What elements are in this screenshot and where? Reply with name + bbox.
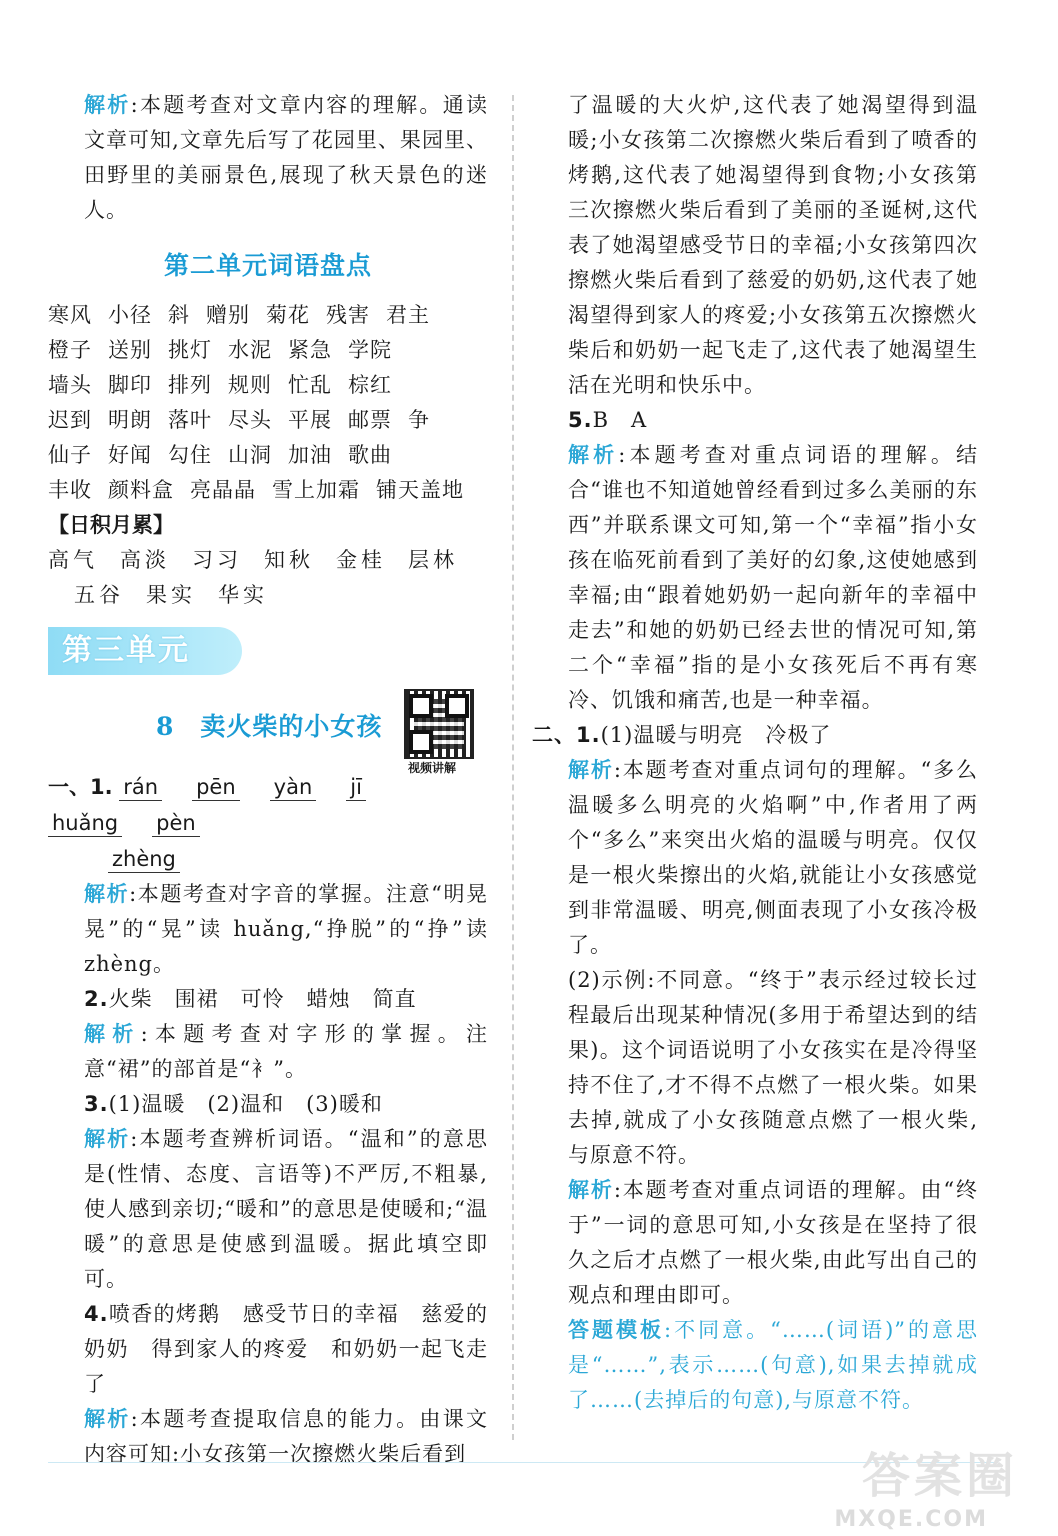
accumulation-word: 高气 — [48, 548, 98, 572]
accumulation-word: 知秋 — [264, 548, 314, 572]
pinyin-word: pēn — [192, 774, 240, 801]
word-item: 赠别 — [206, 303, 250, 327]
watermark-logo: 答案圈 — [861, 1448, 1018, 1504]
word-item: 好闻 — [108, 443, 152, 467]
word-item: 残害 — [326, 303, 370, 327]
lesson-header — [48, 689, 488, 775]
word-item: 迟到 — [48, 408, 92, 432]
q1-analysis: 解析:本题考查对字音的掌握。注意“明晃晃”的“晃”读 huǎng,“挣脱”的“挣”读 zhèng。 — [84, 882, 489, 976]
q2-answer: 2.火柴 围裙 可怜 蜡烛 简直 — [84, 987, 417, 1011]
word-item: 小径 — [108, 303, 152, 327]
word-row — [48, 438, 488, 473]
pinyin-word: rán — [119, 774, 162, 801]
word-item: 学院 — [348, 338, 392, 362]
word-item: 争 — [408, 408, 430, 432]
accumulation-word: 高淡 — [120, 548, 170, 572]
s2-q1-answer: 二、1.(1)温暖与明亮 冷极了 — [532, 723, 832, 747]
word-item: 邮票 — [348, 408, 392, 432]
qr-code-icon[interactable] — [404, 689, 474, 759]
word-item: 雪上加霜 — [272, 478, 360, 502]
watermark-url: MXQE.COM — [834, 1507, 988, 1532]
word-item: 脚印 — [108, 373, 152, 397]
word-item: 歌曲 — [348, 443, 392, 467]
word-item: 加油 — [288, 443, 332, 467]
intro-analysis: 解析:本题考查对文章内容的理解。通读文章可知,文章先后写了花园里、果园里、田野里的美丽景色,展现了秋天景色的迷人。 — [84, 93, 489, 222]
word-item: 水泥 — [228, 338, 272, 362]
q2-analysis: 解析:本题考查对字形的掌握。注意“裙”的部首是“衤”。 — [84, 1022, 488, 1081]
word-item: 勾住 — [168, 443, 212, 467]
word-item: 亮晶晶 — [190, 478, 256, 502]
word-item: 棕红 — [348, 373, 392, 397]
word-row — [48, 298, 488, 333]
q5-answer: 5.B A — [568, 408, 648, 432]
q3-answer: 3.(1)温暖 (2)温和 (3)暖和 — [84, 1092, 383, 1116]
pinyin-word: yàn — [270, 774, 317, 801]
word-item: 忙乱 — [288, 373, 332, 397]
accumulation-word: 金桂 — [336, 548, 386, 572]
s2-q1-analysis: 解析:本题考查对重点词句的理解。“多么温暖多么明亮的火焰啊”中,作者用了两个“多么”来突出火焰的温暖与明亮。仅仅是一根火柴擦出的火焰,就能让小女孩感觉到非常温暖、明亮,侧面表现了小女孩冷极了。 — [568, 758, 979, 957]
word-item: 平展 — [288, 408, 332, 432]
pinyin-word: pèn — [152, 810, 200, 837]
unit-badge: 第三单元 — [48, 627, 242, 675]
word-item: 规则 — [228, 373, 272, 397]
q4-answer: 4.喷香的烤鹅 感受节日的幸福 慈爱的奶奶 得到家人的疼爱 和奶奶一起飞走了 — [84, 1302, 488, 1396]
column-divider — [512, 95, 514, 1440]
word-row — [48, 368, 488, 403]
accumulation-label: 【日积月累】 — [48, 513, 174, 537]
accumulation-word: 华实 — [218, 583, 268, 607]
accumulation-word: 五谷 — [74, 583, 124, 607]
word-item: 墙头 — [48, 373, 92, 397]
left-column — [48, 88, 488, 1472]
word-item: 明朗 — [108, 408, 152, 432]
s2-q1-analysis-2: 解析:本题考查对重点词语的理解。由“终于”一词的意思可知,小女孩是在坚持了很久之后才点燃了一根火柴,由此写出自己的观点和理由即可。 — [568, 1178, 979, 1307]
word-item: 斜 — [168, 303, 190, 327]
lesson-title: 8 卖火柴的小女孩 — [156, 712, 383, 741]
accumulation-row-2 — [48, 578, 488, 613]
q1-pinyin: 一、1. rán pēn yàn jīhuǎng pèn zhèng — [48, 769, 488, 877]
answer-template: 答题模板:不同意。“……(词语)”的意思是“……”,表示……(句意),如果去掉就成了……(去掉后的句意),与原意不符。 — [568, 1318, 979, 1412]
accumulation-word: 习习 — [192, 548, 242, 572]
q3-analysis: 解析:本题考查辨析词语。“温和”的意思是(性情、态度、言语等)不严厉,不粗暴,使人感到亲切;“暖和”的意思是使暖和;“温暖”的意思是使感到温暖。据此填空即可。 — [84, 1127, 489, 1291]
q4-analysis: 解析:本题考查提取信息的能力。由课文内容可知:小女孩第一次擦燃火柴后看到 — [84, 1407, 489, 1466]
s2-q1-answer-2: (2)示例:不同意。“终于”表示经过较长过程最后出现某种情况(多用于希望达到的结果)。这个词语说明了小女孩实在是冷得坚持不住了,才不得不点燃了一根火柴。如果去掉,就成了小女孩随意点燃了一根火柴,与原意不符。 — [568, 968, 978, 1167]
word-item: 仙子 — [48, 443, 92, 467]
q5-analysis: 解析:本题考查对重点词语的理解。结合“谁也不知道她曾经看到过多么美丽的东西”并联系课文可知,第一个“幸福”指小女孩在临死前看到了美好的幻象,这使她感到幸福;由“跟着她奶奶一起向新年的幸福中走去”和她的奶奶已经去世的情况可知,第二个“幸福”指的是小女孩死后不再有寒冷、饥饿和痛苦,也是一种幸福。 — [568, 443, 979, 712]
pinyin-word: jī — [346, 774, 366, 801]
word-list — [48, 298, 488, 508]
word-item: 颜料盒 — [108, 478, 174, 502]
accumulation-row-1 — [48, 543, 488, 578]
pinyin-word: huǎng — [48, 810, 122, 837]
section-title: 第二单元词语盘点 — [163, 251, 372, 280]
qr-caption: 视频讲解 — [408, 761, 457, 775]
right-column — [532, 88, 979, 1418]
word-item: 橙子 — [48, 338, 92, 362]
word-item: 排列 — [168, 373, 212, 397]
word-row — [48, 473, 488, 508]
analysis-label: 解析 — [84, 93, 131, 117]
word-item: 菊花 — [266, 303, 310, 327]
word-item: 君主 — [386, 303, 430, 327]
word-item: 丰收 — [48, 478, 92, 502]
word-item: 铺天盖地 — [376, 478, 464, 502]
accumulation-word: 层林 — [408, 548, 458, 572]
word-item: 尽头 — [228, 408, 272, 432]
accumulation-word: 果实 — [146, 583, 196, 607]
word-item: 送别 — [108, 338, 152, 362]
word-item: 落叶 — [168, 408, 212, 432]
word-item: 寒风 — [48, 303, 92, 327]
q4-analysis-continued: 了温暖的大火炉,这代表了她渴望得到温暖;小女孩第二次擦燃火柴后看到了喷香的烤鹅,这代表了她渴望得到食物;小女孩第三次擦燃火柴后看到了美丽的圣诞树,这代表了她渴望感受节日的幸福;小女孩第四次擦燃火柴后看到了慈爱的奶奶,这代表了她渴望得到家人的疼爱;小女孩第五次擦燃火柴后和奶奶一起飞走了,这代表了她渴望生活在光明和快乐中。 — [568, 93, 978, 397]
word-item: 紧急 — [288, 338, 332, 362]
word-item: 挑灯 — [168, 338, 212, 362]
footer-line — [48, 1462, 998, 1463]
word-row — [48, 333, 488, 368]
word-row — [48, 403, 488, 438]
word-item: 山洞 — [228, 443, 272, 467]
pinyin-word: zhèng — [108, 846, 180, 873]
